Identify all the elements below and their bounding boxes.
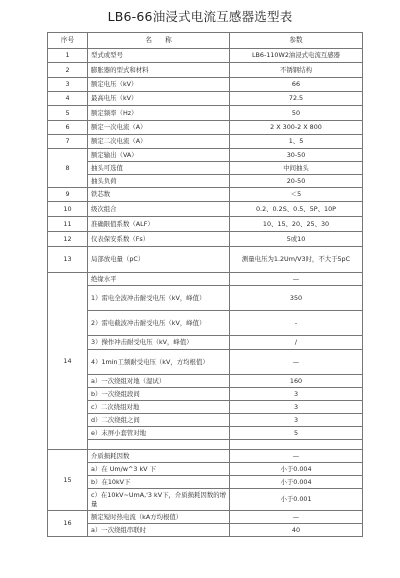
row-name: 最高电压（kV） (88, 92, 230, 106)
row-value: — (230, 273, 363, 286)
empty-cell (230, 440, 363, 450)
row-value: 0.2、0.2S、0.5、5P、10P (230, 202, 363, 217)
row-value: 不锈钢结构 (230, 63, 363, 78)
row-name: 额定频率（Hz） (88, 106, 230, 121)
table-row (48, 511, 363, 524)
table-row (48, 524, 363, 537)
row-name: 4）1min工频耐受电压（kV，方均根值） (88, 350, 230, 375)
row-name: c）二次绕组对地 (88, 401, 230, 414)
row-value: 5 (230, 427, 363, 440)
row-name: 准确限值系数（ALF） (88, 217, 230, 232)
row-value: 3 (230, 388, 363, 401)
row-name: 额定电压（kV） (88, 78, 230, 92)
table-header-row (48, 33, 363, 49)
row-value: 50 (230, 106, 363, 121)
table-row (48, 135, 363, 149)
table-row (48, 202, 363, 217)
row-value: 30-50 (230, 149, 363, 162)
table-row (48, 175, 363, 188)
row-seq: 16 (48, 511, 88, 537)
row-value: / (230, 336, 363, 350)
empty-cell (88, 440, 230, 450)
table-row (48, 49, 363, 63)
row-value: 3 (230, 414, 363, 427)
row-value: 小于0.001 (230, 489, 363, 511)
row-seq: 2 (48, 63, 88, 78)
row-value: 3 (230, 401, 363, 414)
row-name: 额定一次电流（A） (88, 121, 230, 135)
row-name: 绝缘水平 (88, 273, 230, 286)
table-row (48, 92, 363, 106)
row-name: 3）操作冲击耐受电压（kV，峰值） (88, 336, 230, 350)
row-name: b）一次绕组段间 (88, 388, 230, 401)
row-name: 额定输出（VA） (88, 149, 230, 162)
table-row (48, 121, 363, 135)
row-seq: 5 (48, 106, 88, 121)
table-row (48, 162, 363, 175)
table-row (48, 273, 363, 286)
row-name: 局部放电量（pC） (88, 247, 230, 273)
row-name: 型式或型号 (88, 49, 230, 63)
table-row (48, 414, 363, 427)
row-name: a）一次绕组串联时 (88, 524, 230, 537)
table-row (48, 336, 363, 350)
row-seq: 6 (48, 121, 88, 135)
table-row (48, 489, 363, 511)
row-name: 抽头可选值 (88, 162, 230, 175)
table-row (48, 401, 363, 414)
table-row (48, 78, 363, 92)
row-value: 5或10 (230, 232, 363, 247)
row-name: d）二次绕组之间 (88, 414, 230, 427)
row-value: 小于0.004 (230, 476, 363, 489)
table-row (48, 450, 363, 463)
table-row (48, 149, 363, 162)
table-row (48, 463, 363, 476)
header-value: 参数 (230, 33, 363, 49)
table-row (48, 106, 363, 121)
row-name: 仪表保安系数（Fs） (88, 232, 230, 247)
spec-table (47, 32, 363, 537)
row-name: c）在10kV~UmA,'3 kV下，介质损耗因数的增量 (88, 489, 230, 511)
row-value: - (230, 311, 363, 336)
table-row (48, 232, 363, 247)
table-row (48, 388, 363, 401)
row-seq: 12 (48, 232, 88, 247)
table-row (48, 476, 363, 489)
row-value: — (230, 450, 363, 463)
table-row (48, 63, 363, 78)
row-value: 中间抽头 (230, 162, 363, 175)
row-seq: 7 (48, 135, 88, 149)
row-value: 2 X 300-2 X 800 (230, 121, 363, 135)
table-row (48, 311, 363, 336)
row-value: 72.5 (230, 92, 363, 106)
table-row (48, 247, 363, 273)
row-name: a）一次绕组对地（湿试） (88, 375, 230, 388)
row-value: ＜5 (230, 188, 363, 202)
header-name: 名 称 (88, 33, 230, 49)
row-value: 66 (230, 78, 363, 92)
row-value: — (230, 511, 363, 524)
row-name: 抽头负荷 (88, 175, 230, 188)
row-name: 膨胀器的型式和材料 (88, 63, 230, 78)
row-name: 2）雷电截波冲击耐受电压（kV，峰值） (88, 311, 230, 336)
row-name: a）在 Um/w^3 kV 下 (88, 463, 230, 476)
table-row-spacer (48, 440, 363, 450)
row-value: LB6-110W2油浸式电流互感器 (230, 49, 363, 63)
row-name: b）在10kV下 (88, 476, 230, 489)
document-title: LB6-66油浸式电流互感器选型表 (107, 9, 293, 24)
row-seq: 11 (48, 217, 88, 232)
row-value: 160 (230, 375, 363, 388)
row-seq: 14 (48, 273, 88, 450)
table-row (48, 375, 363, 388)
table-row (48, 188, 363, 202)
row-seq: 9 (48, 188, 88, 202)
row-seq: 15 (48, 450, 88, 511)
row-name: 1）雷电全波冲击耐受电压（kV，峰值） (88, 286, 230, 311)
row-name: 级次组合 (88, 202, 230, 217)
header-seq: 序号 (48, 33, 88, 49)
row-seq: 8 (48, 149, 88, 188)
table-row (48, 217, 363, 232)
row-seq: 3 (48, 78, 88, 92)
row-value: 小于0.004 (230, 463, 363, 476)
row-value: 40 (230, 524, 363, 537)
row-name: 额定二次电流（A） (88, 135, 230, 149)
row-value: — (230, 350, 363, 375)
row-value: 20-50 (230, 175, 363, 188)
row-seq: 4 (48, 92, 88, 106)
row-name: e）末屏小套管对地 (88, 427, 230, 440)
row-seq: 1 (48, 49, 88, 63)
row-seq: 10 (48, 202, 88, 217)
row-value: 测量电压为1.2Um/V3时，不大于5pC (230, 247, 363, 273)
table-row (48, 350, 363, 375)
row-name: 铁芯数 (88, 188, 230, 202)
row-seq: 13 (48, 247, 88, 273)
row-value: 350 (230, 286, 363, 311)
table-row (48, 427, 363, 440)
row-name: 介质损耗因数 (88, 450, 230, 463)
table-row (48, 286, 363, 311)
row-value: 1、5 (230, 135, 363, 149)
row-value: 10、15、20、25、30 (230, 217, 363, 232)
row-name: 额定短时热电流（kA方均根值） (88, 511, 230, 524)
